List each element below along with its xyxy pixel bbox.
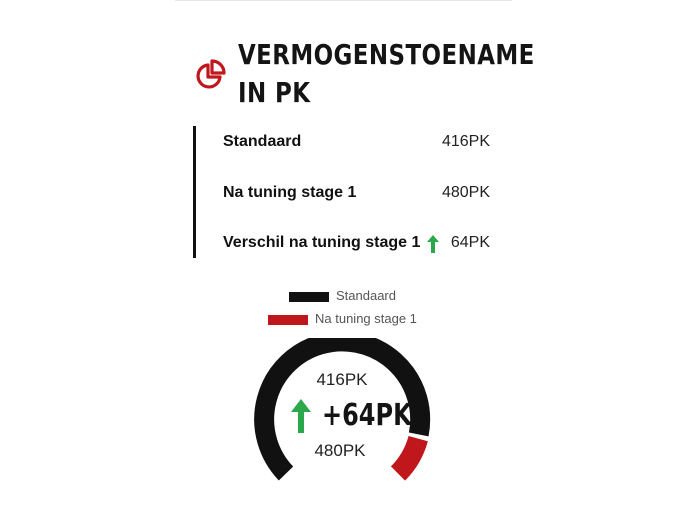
stat-row-standard [223,131,490,153]
pie-chart-icon [193,56,229,92]
stat-value: 416PK [441,133,490,150]
stat-label: Na tuning stage 1 [223,184,357,201]
stat-label: Standaard [223,133,302,150]
legend-swatch [268,315,308,325]
arrow-up-icon [290,399,312,433]
power-stats [193,126,494,258]
legend-label: Standaard [336,288,396,303]
legend-label: Na tuning stage 1 [315,311,417,326]
section-header [193,36,535,116]
gauge-standard-value: 416PK [316,370,368,389]
gauge-difference [290,396,410,436]
arrow-up-icon [426,235,440,253]
stat-row-difference [223,232,490,254]
stat-row-tuned [223,182,490,204]
power-gauge [252,338,432,488]
top-divider [175,0,512,1]
stat-value: 64PK [450,234,490,251]
legend-item-tuned [0,310,685,330]
stat-label: Verschil na tuning stage 1 [223,234,421,251]
page-title: VERMOGENSTOENAME IN PK [238,38,535,109]
stat-value: 480PK [441,184,490,201]
legend-item-standard [0,287,685,307]
gauge-difference-value: +64PK [322,398,412,433]
legend-swatch [289,292,329,302]
gauge-tuned-value: 480PK [314,441,366,460]
